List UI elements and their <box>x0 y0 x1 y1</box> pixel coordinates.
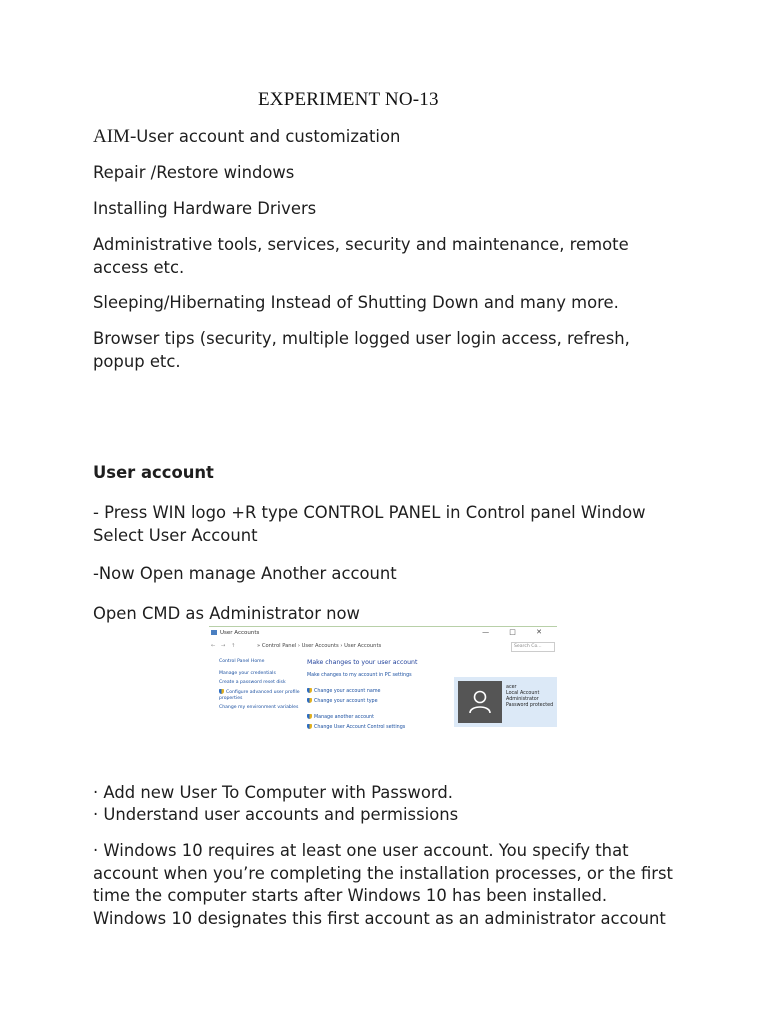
user-accounts-screenshot <box>209 626 557 747</box>
shield-icon <box>307 698 312 703</box>
aim-line <box>93 126 683 149</box>
account-card <box>454 677 557 727</box>
change-name-link: Change your account name <box>307 688 457 695</box>
topic-item: Browser tips (security, multiple logged user login access, refresh, popup etc. <box>93 329 630 371</box>
main-heading: Make changes to your user account <box>307 659 418 666</box>
topic-item: Administrative tools, services, security and maintenance, remote access etc. <box>93 235 629 277</box>
shield-icon <box>307 714 312 719</box>
aim-text: User account and customization <box>136 127 401 146</box>
sidebar <box>219 659 301 714</box>
account-details <box>506 685 553 709</box>
nav-arrows-icon: ← → ↑ <box>211 643 238 649</box>
topic-item: Sleeping/Hibernating Instead of Shutting Down and many more. <box>93 293 619 312</box>
window-controls: — □ ✕ <box>482 628 551 636</box>
account-line: Administrator <box>506 697 539 702</box>
window-title: User Accounts <box>220 630 260 636</box>
step-item: Open CMD as Administrator now <box>93 604 360 623</box>
account-line: Local Account <box>506 691 540 696</box>
account-line: Password protected <box>506 703 554 708</box>
change-type-link: Change your account type <box>307 698 457 705</box>
sidebar-item-home: Control Panel Home <box>219 659 265 664</box>
address-bar <box>211 641 555 652</box>
user-accounts-icon <box>211 630 217 635</box>
body-paragraph: · Windows 10 requires at least one user account. You specify that account when you’re completing the installation processes, or the first time the computer starts after Windows 10 has been installed. Windows 10 designates this first account as an administrator account <box>93 841 673 928</box>
aim-label: AIM- <box>93 126 137 147</box>
main-pane <box>307 660 457 734</box>
manage-another-link: Manage another account <box>307 714 457 721</box>
step-item: -Now Open manage Another account <box>93 564 397 583</box>
avatar <box>458 681 502 723</box>
sidebar-item: Configure advanced user profile properties <box>219 690 300 701</box>
user-icon <box>469 690 491 714</box>
account-name: acer <box>506 685 517 690</box>
bullet-item: · Add new User To Computer with Password. <box>93 783 453 802</box>
uac-settings-link: Change User Account Control settings <box>307 724 457 731</box>
section-heading: User account <box>93 463 214 482</box>
topic-item: Repair /Restore windows <box>93 163 295 182</box>
shield-icon <box>307 688 312 693</box>
sidebar-item: Create a password reset disk <box>219 680 286 685</box>
step-item: - Press WIN logo +R type CONTROL PANEL in Control panel Window Select User Account <box>93 503 646 545</box>
sidebar-item: Change my environment variables <box>219 705 299 710</box>
shield-icon <box>219 689 224 694</box>
shield-icon <box>307 724 312 729</box>
bullet-item: · Understand user accounts and permissions <box>93 805 459 824</box>
pc-settings-link: Make changes to my account in PC settings <box>307 673 412 678</box>
page-title: EXPERIMENT NO-13 <box>258 89 439 110</box>
search-box: Search Co... <box>511 642 555 652</box>
sidebar-item: Manage your credentials <box>219 671 276 676</box>
breadcrumb: » Control Panel › User Accounts › User Accounts <box>257 643 382 649</box>
topic-item: Installing Hardware Drivers <box>93 199 317 218</box>
